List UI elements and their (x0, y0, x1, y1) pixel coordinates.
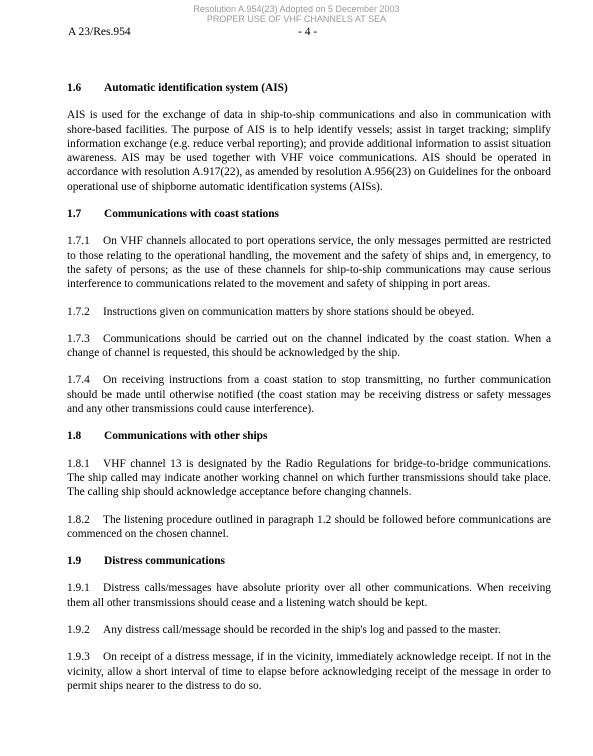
paragraph (67, 108, 551, 194)
watermark-line-1: Resolution A.954(23) Adopted on 5 December 2003 (193, 4, 400, 14)
paragraph-number: 1.9.1 (67, 582, 90, 595)
section-number: 1.9 (67, 555, 82, 568)
paragraph-text: AIS is used for the exchange of data in ship-to-ship communications and also in communication with shore-based facilities. The purpose of AIS is to help identify vessels; assist in target tracking; simplify information exchange (e.g. reduce verbal reporting); and provide additional information to assist situation awareness. AIS may be used together with VHF voice communications. AIS should be operated in accordance with resolution A.917(22), as amended by resolution A.956(23) on Guidelines for the onboard operational use of shipborne automatic identification systems (AISs). (67, 109, 551, 193)
section-title: Communications with coast stations (104, 208, 279, 221)
section-title: Automatic identification system (AIS) (104, 82, 288, 94)
watermark-line-2: PROPER USE OF VHF CHANNELS AT SEA (206, 14, 387, 24)
document-reference: A 23/Res.954 (68, 26, 131, 38)
paragraph (67, 513, 551, 542)
paragraph-number: 1.7.3 (67, 332, 90, 345)
paragraph-text: Distress calls/messages have absolute priority over all other communications. When receiving them all other transmissions should cease and a listening watch should be kept. (67, 582, 551, 609)
paragraph-text: On receipt of a distress message, if in the vicinity, immediately acknowledge receipt. If not in the vicinity, allow a short interval of time to elapse before acknowledging receipt of the message in order to permit ships nearer to the distress to do so. (67, 651, 551, 692)
paragraph-text: Instructions given on communication matters by shore stations should be obeyed. (103, 305, 475, 318)
paragraph-number: 1.8.2 (67, 513, 90, 526)
section-number: 1.7 (67, 208, 82, 221)
section-heading (67, 207, 551, 221)
paragraph (67, 332, 551, 361)
section-title: Communications with other ships (104, 430, 268, 443)
paragraph (67, 305, 551, 319)
section-heading (67, 554, 551, 568)
paragraph-number: 1.7.1 (67, 235, 90, 248)
paragraph (67, 650, 551, 693)
paragraph-text: On VHF channels allocated to port operations service, the only messages permitted are restricted to those relating to the operational handling, the movement and the safety of ships and, in emergency, to the safety of persons; as the use of these channels for ship-to-ship communications may cause serious interference to communications related to the movement and safety of shipping in port areas. (67, 235, 551, 291)
paragraph-text: Communications should be carried out on the channel indicated by the coast station. When a change of channel is requested, this should be acknowledged by the ship. (67, 332, 551, 360)
paragraph (67, 623, 551, 637)
paragraph-number: 1.7.4 (67, 374, 90, 387)
page-header (68, 25, 552, 39)
section-heading (67, 429, 551, 443)
paragraph (67, 457, 551, 500)
paragraph-text: VHF channel 13 is designated by the Radio Regulations for bridge-to-bridge communications. The ship called may indicate another working channel on which further transmissions should take place. The calling ship should acknowledge acceptance before changing channels. (67, 457, 551, 499)
section-heading (67, 81, 551, 95)
paragraph (67, 373, 551, 416)
section-number: 1.6 (67, 82, 82, 94)
paragraph (67, 234, 551, 291)
page-number: - 4 - (298, 26, 318, 38)
paragraph-number: 1.9.3 (67, 651, 90, 664)
paragraph-text: The listening procedure outlined in paragraph 1.2 should be followed before communications are commenced on the chosen channel. (67, 513, 551, 540)
section-number: 1.8 (67, 430, 82, 443)
paragraph-number: 1.8.1 (67, 457, 90, 470)
watermark (0, 4, 593, 24)
paragraph-text: On receiving instructions from a coast station to stop transmitting, no further communication should be made until otherwise notified (the coast station may be receiving distress or safety messages and any other transmissions could cause interference). (67, 374, 551, 416)
section-title: Distress communications (104, 555, 225, 568)
paragraph-number: 1.7.2 (67, 305, 90, 318)
paragraph-number: 1.9.2 (67, 624, 90, 637)
paragraph (67, 581, 551, 610)
paragraph-text: Any distress call/message should be recorded in the ship's log and passed to the master. (103, 624, 501, 637)
document-body (67, 81, 551, 706)
